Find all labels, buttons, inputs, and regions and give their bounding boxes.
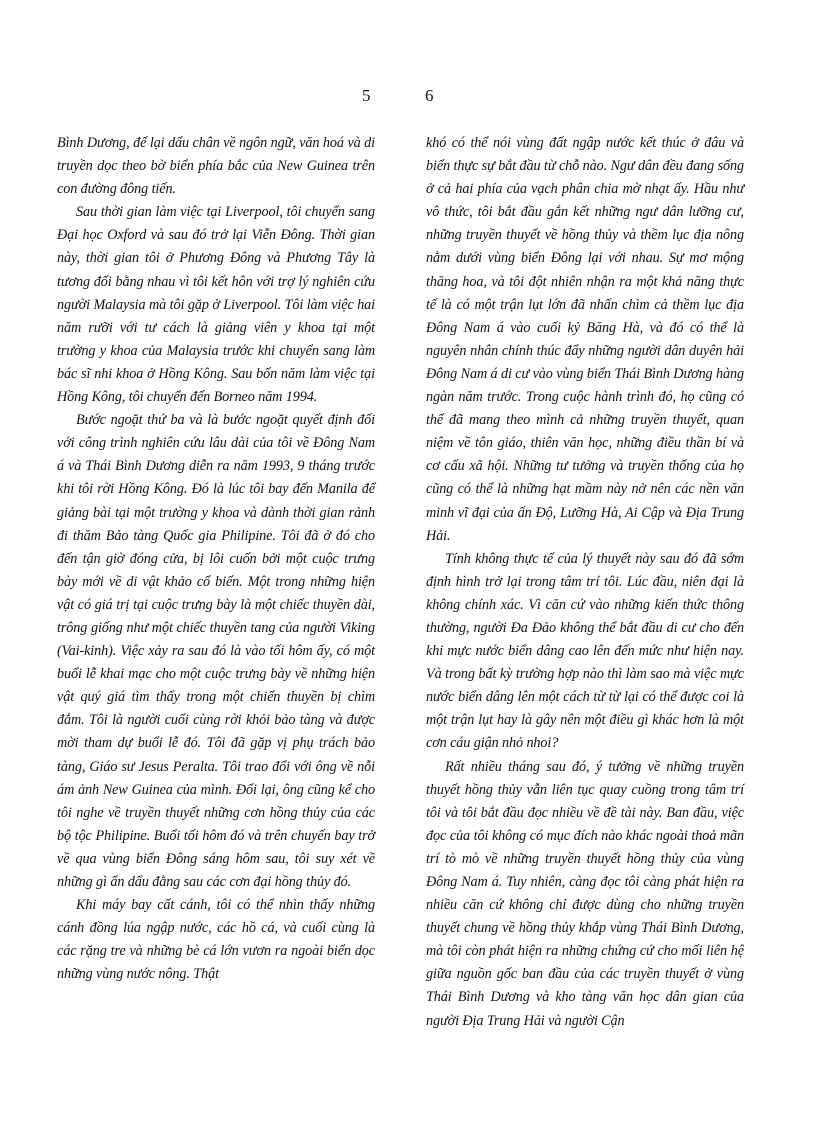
right-column — [426, 132, 744, 1033]
right-paragraph-2: Tính không thực tế của lý thuyết này sau đó đã sớm định hình trở lại trong tâm trí tôi. Lúc đầu, niên đại là không chính xác. Vì căn cứ vào những kiến thức thông thường, người Đa Đảo không thể bắt đầu di cư cho đến khi mực nước biển dâng cao lên đến mức như hiện nay. Và trong bất kỳ trường hợp nào thì làm sao mà việc mực nước biển dâng lên một cách từ từ lại có thể được coi là một trận lụt hay là gây nên một điều gì khác hơn là một cơn cáu giận nhỏ nhoi? — [426, 550, 744, 752]
left-column — [57, 132, 375, 986]
footer-mark: · — [398, 1078, 401, 1087]
left-paragraph-3: Bước ngoặt thứ ba và là bước ngoặt quyết định đối với công trình nghiên cứu lâu dài của tôi về Đông Nam á và Thái Bình Dương diễn ra năm 1993, 9 tháng trước khi tôi rời Hồng Kông. Đó là lúc tôi bay đến Manila để giảng bài tại một trường y khoa và dành thời gian rảnh đi thăm Bảo tàng Quốc gia Philipine. Tôi đã ở đó cho đến tận giờ đóng cửa, bị lôi cuốn bởi một cuộc trưng bày mới về di vật khảo cổ biển. Một trong những hiện vật có giá trị tại cuộc trưng bày là một chiếc thuyền dài, trông giống như một chiếc thuyền tang của người Viking (Vai-kinh). Việc xảy ra sau đó là vào tối hôm ấy, có một buổi lễ khai mạc cho một cuộc trưng bày về những hiện vật quý giá tìm thấy trong một chiến thuyền bị chìm đắm. Tôi là người cuối cùng rời khỏi bảo tàng và được mời tham dự buổi lễ đó. Tôi đã gặp vị phụ trách bảo tàng, Giáo sư Jesus Peralta. Tôi trao đổi với ông về nỗi ám ảnh New Guinea của mình. Đổi lại, ông cũng kể cho tôi nghe về truyền thuyết những cơn hồng thủy của các bộ tộc Philipine. Buổi tối hôm đó và trên chuyến bay trở về qua vùng biển Đông sáng hôm sau, tôi suy xét về những gì ẩn dấu đằng sau các cơn đại hồng thủy đó. — [57, 412, 375, 890]
right-paragraph-1: khó có thể nói vùng đất ngập nước kết thúc ở đâu và biển thực sự bắt đầu từ chỗ nào. Ngư dân đều đang sống ở cả hai phía của vạch phân chia mờ nhạt ấy. Hầu như vô thức, tôi bắt đầu gắn kết những ngư dân lưỡng cư, những truyền thuyết về hồng thủy và thềm lục địa nông nằm dưới vùng biển Đông lại với nhau. Sự mơ mộng thăng hoa, và tôi đột nhiên nhận ra một khả năng thực tế là có một trận lụt lớn đã nhấn chìm cả thềm lục địa Đông Nam á vào cuối kỷ Băng Hà, và đó có thể là nguyên nhân chính thúc đẩy những người dân duyên hải Đông Nam á di cư vào vùng biển Thái Bình Dương hàng ngàn năm trước. Trong cuộc hành trình đó, họ cũng có thể đã mang theo mình cả những truyền thuyết, quan niệm về tôn giáo, thiên văn học, những điều thần bí và cơ cấu xã hội. Những tư tưởng và truyền thống của họ cũng có thể là những hạt mầm này nở nên các nền văn minh vĩ đại của ấn Độ, Lưỡng Hà, Ai Cập và Địa Trung Hải. — [426, 135, 744, 544]
left-paragraph-1: Bình Dương, để lại dấu chân về ngôn ngữ, văn hoá và di truyền dọc theo bờ biển phía bắc của New Guinea trên con đường đông tiến. — [57, 135, 375, 198]
right-paragraph-3: Rất nhiều tháng sau đó, ý tưởng về những truyền thuyết hồng thủy vẫn liên tục quay cuồng trong tâm trí tôi và tôi bắt đầu đọc nhiều về đề tài này. Ban đầu, việc đọc của tôi không có mục đích nào khác ngoài thoả mãn trí tò mò về những truyền thuyết hồng thủy của vùng Đông Nam á. Tuy nhiên, càng đọc tôi càng phát hiện ra nhiều căn cứ không chỉ được dùng cho những truyền thuyết chung về hồng thủy khắp vùng Thái Bình Dương, mà tôi còn phát hiện ra những chứng cứ cho mối liên hệ giữa nguồn gốc ban đầu của các truyền thuyết ở vùng Thái Bình Dương và kho tàng văn học dân gian của người Địa Trung Hải và người Cận — [426, 758, 744, 1029]
left-paragraph-4: Khi máy bay cất cánh, tôi có thể nhìn thấy những cánh đồng lúa ngập nước, các hồ cá, và cuối cùng là các rặng tre và những bè cá lớn vươn ra ngoài biển dọc những vùng nước nông. Thật — [57, 897, 375, 983]
page-number-right: 6 — [425, 86, 434, 105]
page-number-left: 5 — [362, 86, 371, 105]
left-paragraph-2: Sau thời gian làm việc tại Liverpool, tôi chuyển sang Đại học Oxford và sau đó trở lại Viễn Đông. Thời gian này, thời gian tôi ở Phương Đông và Phương Tây là tương đối bằng nhau vì tôi kết hôn với trợ lý nghiên cứu người Malaysia mà tôi gặp ở Liverpool. Tôi làm việc hai năm rưỡi với tư cách là giảng viên y khoa tại một trường y khoa của Malaysia trước khi chuyển sang làm bác sĩ nhi khoa ở Hồng Kông. Sau bốn năm làm việc tại Hồng Kông, tôi chuyển đến Borneo năm 1994. — [57, 204, 375, 406]
